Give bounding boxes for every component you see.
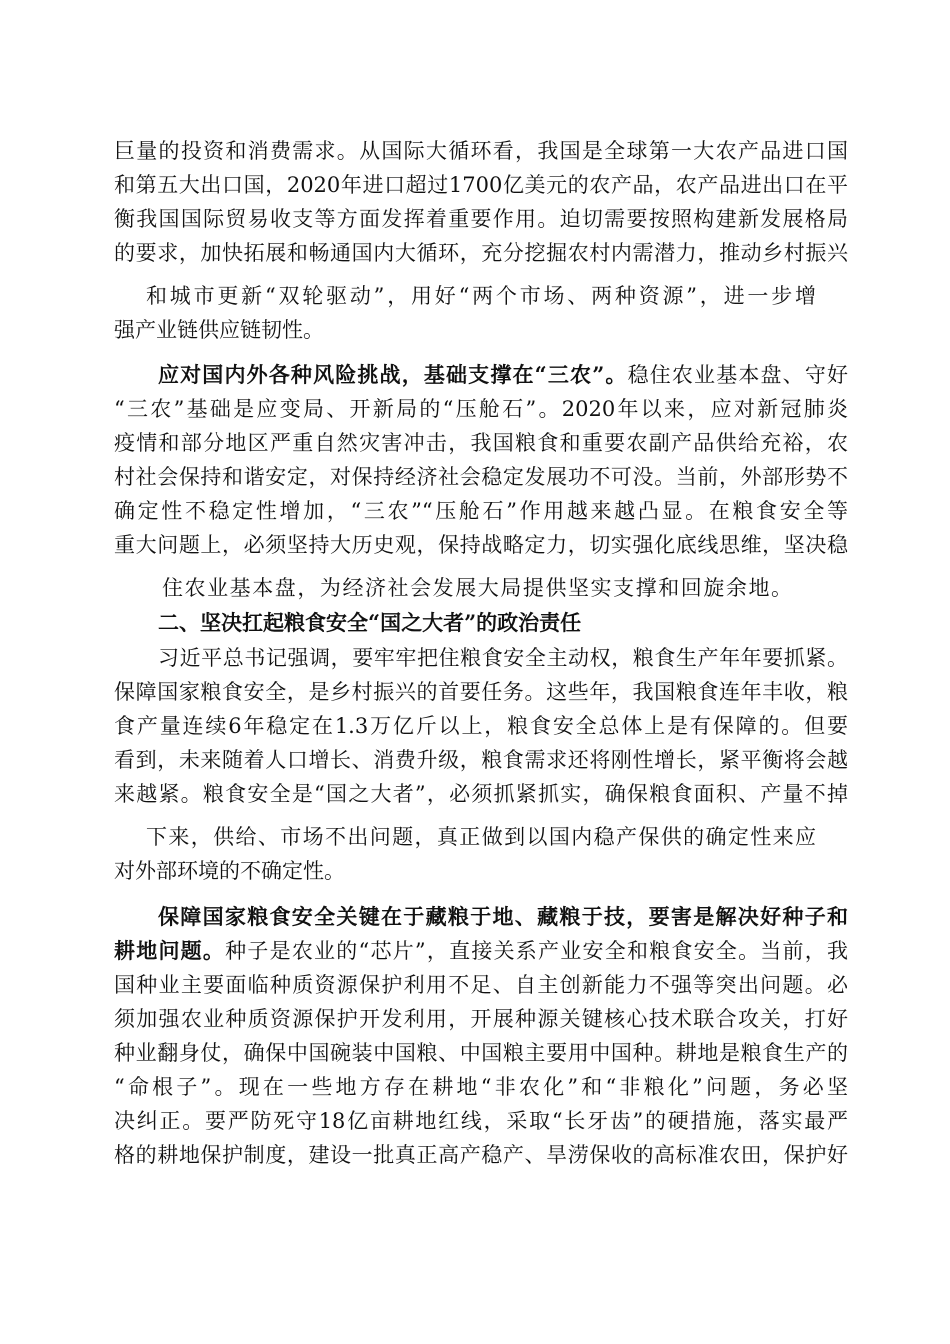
paragraph-4-line-3: 须加强农业种质资源保护开发利用，开展种源关键核心技术联合攻关，打好	[114, 1007, 848, 1031]
paragraph-1-line-6: 强产业链供应链韧性。	[114, 318, 324, 342]
paragraph-3-line-6: 下来，供给、市场不出问题，真正做到以国内稳产保供的确定性来应	[146, 825, 816, 849]
paragraph-2-line-5: 确定性不稳定性增加，“三农”“压舱石”作用越来越凸显。在粮食安全等	[114, 499, 848, 523]
paragraph-1-line-2: 和第五大出口国，2020年进口超过1700亿美元的农产品，农产品进出口在平	[114, 173, 848, 197]
paragraph-1-line-3: 衡我国国际贸易收支等方面发挥着重要作用。迫切需要按照构建新发展格局	[114, 207, 848, 231]
paragraph-4-line-2: 国种业主要面临种质资源保护利用不足、自主创新能力不强等突出问题。必	[114, 973, 848, 997]
paragraph-4-bold-lead-line: 保障国家粮食安全关键在于藏粮于地、藏粮于技，要害是解决好种子和	[158, 904, 848, 929]
paragraph-2-line-4: 村社会保持和谐安定，对保持经济社会稳定发展功不可没。当前，外部形势不	[114, 465, 848, 489]
paragraph-2-line-1-text: 稳住农业基本盘、守好	[627, 363, 848, 387]
paragraph-4-line-1	[114, 934, 848, 968]
paragraph-2-line-2: “三农”基础是应变局、开新局的“压舱石”。2020年以来，应对新冠肺炎	[114, 397, 848, 421]
paragraph-3-line-1: 习近平总书记强调，要牢牢把住粮食安全主动权，粮食生产年年要抓紧。	[158, 646, 848, 670]
paragraph-2-line-6: 重大问题上，必须坚持大历史观，保持战略定力，切实强化底线思维，坚决稳	[114, 533, 848, 557]
paragraph-4-line-4: 种业翻身仗，确保中国碗装中国粮、中国粮主要用中国种。耕地是粮食生产的	[114, 1041, 848, 1065]
paragraph-1-line-4: 的要求，加快拓展和畅通国内大循环，充分挖掘农村内需潜力，推动乡村振兴	[114, 241, 848, 265]
paragraph-1-line-5: 和城市更新“双轮驱动”，用好“两个市场、两种资源”，进一步增	[146, 284, 816, 308]
paragraph-2-line-7: 住农业基本盘，为经济社会发展大局提供坚实支撑和回旋余地。	[162, 576, 792, 600]
paragraph-4-line-6: 决纠正。要严防死守18亿亩耕地红线，采取“长牙齿”的硬措施，落实最严	[114, 1109, 848, 1133]
paragraph-2-bold-lead: 应对国内外各种风险挑战，基础支撑在“三农”。	[158, 362, 628, 387]
paragraph-2-line-3: 疫情和部分地区严重自然灾害冲击，我国粮食和重要农副产品供给充裕，农	[114, 431, 848, 455]
paragraph-4-line-7: 格的耕地保护制度，建设一批真正高产稳产、旱涝保收的高标准农田，保护好	[114, 1143, 848, 1167]
paragraph-1-line-1: 巨量的投资和消费需求。从国际大循环看，我国是全球第一大农产品进口国	[114, 139, 848, 163]
paragraph-4-line-1-text: 种子是农业的“芯片”，直接关系产业安全和粮食安全。当前，我	[225, 939, 848, 963]
paragraph-3-line-2: 保障国家粮食安全，是乡村振兴的首要任务。这些年，我国粮食连年丰收，粮	[114, 680, 848, 704]
paragraph-4-line-5: “命根子”。现在一些地方存在耕地“非农化”和“非粮化”问题，务必坚	[114, 1075, 848, 1099]
paragraph-3-line-3: 食产量连续6年稳定在1.3万亿斤以上，粮食安全总体上是有保障的。但要	[114, 714, 848, 738]
paragraph-3-line-5: 来越紧。粮食安全是“国之大者”，必须抓紧抓实，确保粮食面积、产量不掉	[114, 782, 848, 806]
section-heading: 二、坚决扛起粮食安全“国之大者”的政治责任	[158, 610, 582, 635]
paragraph-3-line-7: 对外部环境的不确定性。	[114, 859, 345, 883]
paragraph-3-line-4: 看到，未来随着人口增长、消费升级，粮食需求还将刚性增长，紧平衡将会越	[114, 748, 848, 772]
paragraph-4-bold-lead-end: 耕地问题。	[114, 938, 226, 963]
paragraph-2-line-1	[158, 358, 848, 392]
